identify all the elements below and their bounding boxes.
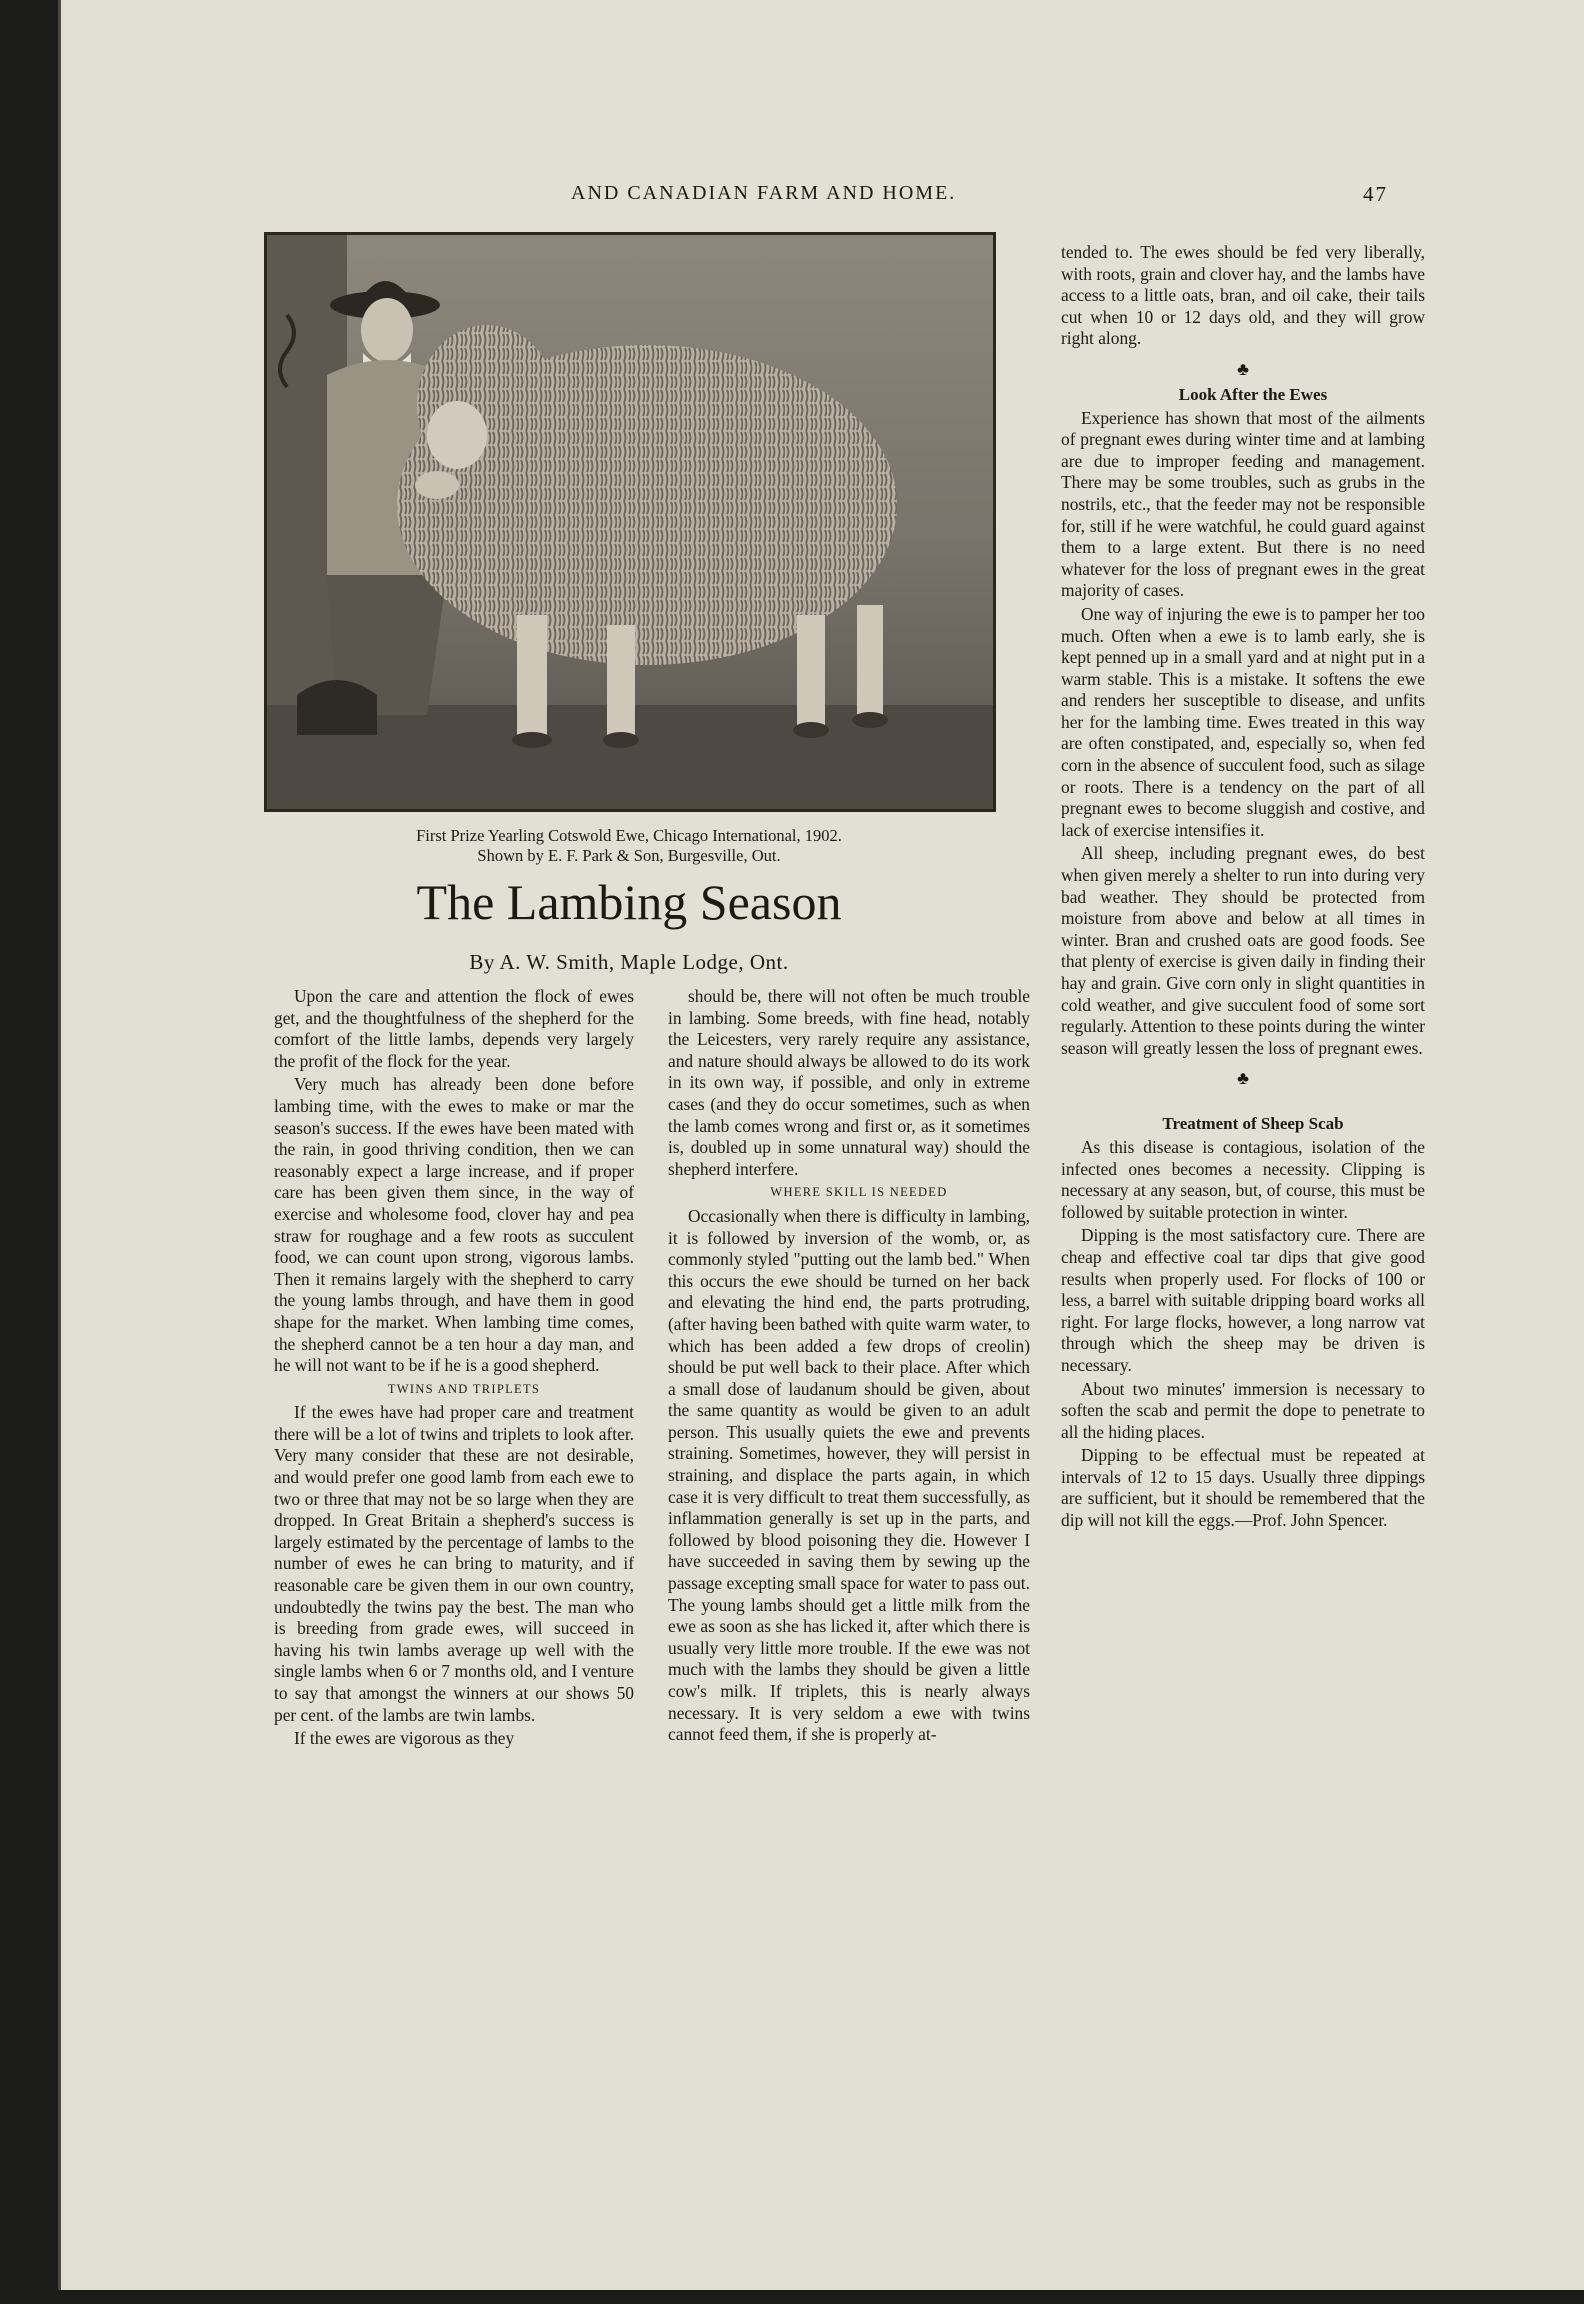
caption-line-2: Shown by E. F. Park & Son, Burgesville, Out. [477,846,781,865]
section-head-treatment-of-sheep-scab: Treatment of Sheep Scab [1162,1114,1344,1134]
paragraph: Dipping to be effectual must be repeated at intervals of 12 to 15 days. Usually three dippings are sufficient, but it should be remembered that the dip will not kill the eggs.—Prof. John Spencer. [1061,1445,1425,1531]
paragraph: As this disease is contagious, isolation of the infected ones becomes a necessity. Clipping is necessary at any season, but, of course, this must be followed by suitable protection in winter. [1061,1136,1425,1222]
article-byline: By A. W. Smith, Maple Lodge, Ont. [469,950,789,974]
paragraph: About two minutes' immersion is necessary to soften the scab and permit the dope to penetrate to all the hiding places. [1061,1378,1425,1442]
club-ornament-icon: ♣ [1237,1068,1249,1089]
paragraph: Occasionally when there is difficulty in lambing, it is followed by inversion of the womb, or, as commonly styled "putting out the lamb bed." When this occurs the ewe should be turned on her back and elevating the hind end, the parts protruding, (after having been bathed with quite warm water, to which has been added a few drops of creolin) should be put well back to their place. After which a small dose of laudanum should be given, about the same quantity as would be given to an adult person. This usually quiets the ewe and prevents straining. Sometimes, however, they will persist in straining, and displace the parts again, in which case it is very difficult to treat them successfully, as inflammation generally is set up in the parts, and followed by blood poisoning they die. However I have succeeded in saving them by sewing up the passage excepting small space for water to pass out. The young lambs should get a little milk from the ewe as soon as she has licked it, after which there is usually very little more trouble. If the ewe was not much with the lambs they should be given a little cow's milk. If triplets, this is nearly always necessary. It is very seldom a ewe with twins cannot feed them, if she is properly at- [668,1205,1030,1745]
paragraph: tended to. The ewes should be fed very liberally, with roots, grain and clover hay, and the lambs have access to a little oats, bran, and oil cake, their tails cut when 10 or 12 days old, and they will grow right along. [1061,242,1425,349]
paragraph: If the ewes are vigorous as they [294,1728,515,1749]
paragraph: All sheep, including pregnant ewes, do best when given merely a shelter to run into during very bad weather. They should be protected from moisture from above and below at all times in winter. Bran and crushed oats are good foods. See that plenty of exercise is given daily in finding their hay and grain. Give corn only in slight quantities in cold weather, and give succulent food of some sort regularly. Attention to these points during the winter season will greatly lessen the loss of pregnant ewes. [1061,843,1426,1058]
sheep-photo [264,232,996,812]
paragraph: Very much has already been done before lambing time, with the ewes to make or mar the season's success. If the ewes have been mated with the rain, in good thriving condition, then we can reasonably expect a large increase, and if proper care has been given them since, in the way of exercise and wholesome food, clover hay and pea straw for roughage and a few roots as succulent food, we can count upon strong, vigorous lambs. Then it remains largely with the shepherd to carry the young lambs through, and have them in good shape for the market. When lambing time comes, the shepherd cannot be a ten hour a day man, and he will not want to be if he is a good shepherd. [274,1074,634,1376]
paragraph: If the ewes have had proper care and treatment there will be a lot of twins and triplets to look after. Very many consider that these are not desirable, and would prefer one good lamb from each ewe to two or three that may not be so large when they are dropped. In Great Britain a shepherd's success is largely estimated by the percentage of lambs to the number of ewes he can bring to maturity, and if reasonable care be given them in our own country, undoubtedly the twins pay the best. The man who is breeding from grade ewes, will succeed in having his twin lambs average up well with the single lambs when 6 or 7 months old, and I venture to say that amongst the winners at our shows 50 per cent. of the lambs are twin lambs. [274,1402,634,1725]
paragraph: Dipping is the most satisfactory cure. There are cheap and effective coal tar dips that give good results when properly used. For flocks of 100 or less, a barrel with suitable dripping board works all right. For large flocks, however, a long narrow vat through which the sheep may be driven is necessary. [1061,1225,1425,1375]
magazine-page [58,0,1584,2290]
section-head-look-after-the-ewes: Look After the Ewes [1178,384,1328,404]
page-number: 47 [1363,182,1388,206]
caption-line-1: First Prize Yearling Cotswold Ewe, Chicago International, 1902. [416,826,842,845]
subhead-twins-and-triplets: TWINS AND TRIPLETS [387,1381,541,1396]
article-column-2 [668,986,1030,1746]
paragraph: should be, there will not often be much trouble in lambing. Some breeds, with fine head, notably the Leicesters, very rarely require any assistance, and nature should always be allowed to do its work in its own way, if possible, and only in extreme cases (and they do occur sometimes, such as when the lamb comes wrong and first or, as it sometimes is, doubled up in some unnatural way) should the shepherd interfere. [668,986,1030,1179]
article-column-1 [274,986,634,1750]
club-ornament-icon: ♣ [1237,358,1249,379]
article-column-3 [1061,242,1425,1532]
article-headline: The Lambing Season [416,874,842,930]
photo-caption [266,826,992,866]
running-title: AND CANADIAN FARM AND HOME. [571,182,957,204]
subhead-where-skill-is-needed: WHERE SKILL IS NEEDED [770,1185,948,1200]
paragraph: Experience has shown that most of the ailments of pregnant ewes during winter time and at lambing are due to improper feeding and management. There may be some troubles, such as grubs in the nostrils, etc., that the feeder may not be responsible for, still if he were watchful, he could guard against them to a large extent. But there is no need whatever for the loss of pregnant ewes in the great majority of cases. [1061,407,1425,601]
paragraph: Upon the care and attention the flock of ewes get, and the thoughtfulness of the shepherd for the comfort of the little lambs, depends very largely the profit of the flock for the year. [274,986,634,1071]
paragraph: One way of injuring the ewe is to pamper her too much. Often when a ewe is to lamb early, she is kept penned up in a small yard and at night put in a warm stable. This is a mistake. It softens the ewe and renders her susceptible to disease, and unfits her for the lambing time. Ewes treated in this way are often constipated, and, especially so, when fed corn in the absence of succulent food, such as silage or roots. There is a tendency on the part of all pregnant ewes to become sluggish and costive, and lack of exercise intensifies it. [1061,603,1425,840]
sheep-photo-illustration [267,235,993,809]
